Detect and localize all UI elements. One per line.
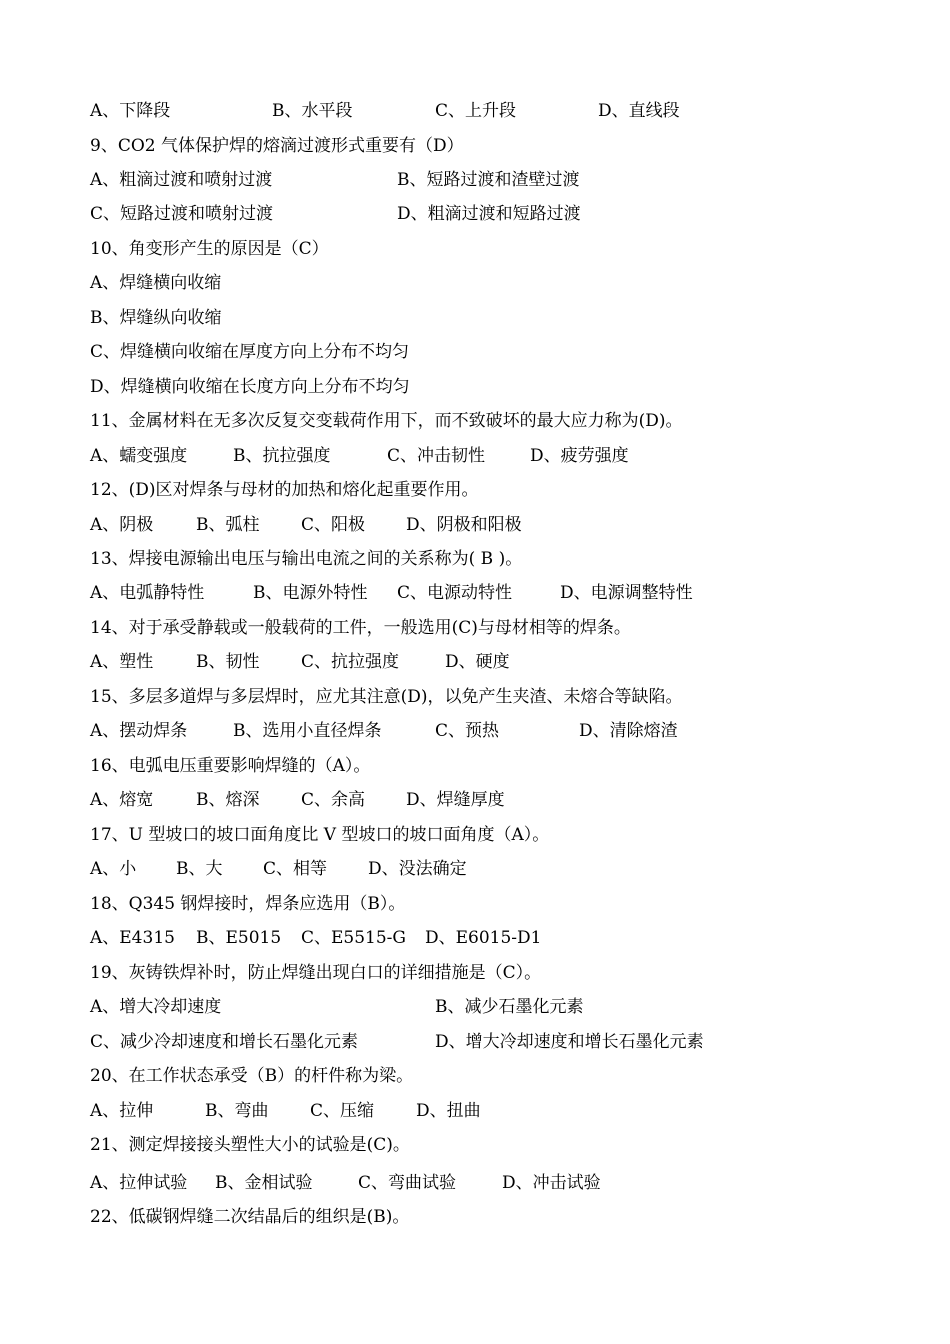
option-text: D、没法确定 [368, 859, 467, 879]
question-text: A、焊缝横向收缩 [90, 273, 222, 293]
option-text: D、清除熔渣 [579, 721, 678, 741]
option-text: D、冲击试验 [502, 1173, 601, 1193]
option-text: A、摆动焊条 [90, 721, 188, 741]
option-text: D、硬度 [445, 652, 510, 672]
option-text: C、相等 [263, 859, 328, 879]
question-text: 16、电弧电压重要影响焊缝的（A）。 [90, 756, 371, 776]
option-text: B、减少石墨化元素 [435, 997, 584, 1017]
option-text: A、塑性 [90, 652, 154, 672]
option-text: A、增大冷却速度 [90, 997, 222, 1017]
option-text: B、E5015 [196, 928, 282, 948]
option-text: B、电源外特性 [253, 583, 368, 603]
option-text: B、水平段 [272, 101, 353, 121]
question-text: 19、灰铸铁焊补时，防止焊缝出现白口的详细措施是（C）。 [90, 963, 542, 983]
option-text: B、弧柱 [196, 515, 260, 535]
question-text: D、焊缝横向收缩在长度方向上分布不均匀 [90, 377, 410, 397]
option-text: B、大 [176, 859, 223, 879]
option-text: D、粗滴过渡和短路过渡 [397, 204, 581, 224]
question-text: 14、对于承受静载或一般载荷的工件，一般选用(C)与母材相等的焊条。 [90, 618, 631, 638]
option-text: A、拉伸试验 [90, 1173, 188, 1193]
question-text: 20、在工作状态承受（B）的杆件称为梁。 [90, 1066, 414, 1086]
option-text: A、蠕变强度 [90, 446, 188, 466]
option-text: C、冲击韧性 [387, 446, 486, 466]
option-text: B、金相试验 [215, 1173, 313, 1193]
option-text: C、E5515-G [301, 928, 407, 948]
option-text: A、拉伸 [90, 1101, 154, 1121]
option-text: D、直线段 [598, 101, 680, 121]
option-text: B、熔深 [196, 790, 260, 810]
option-text: C、上升段 [435, 101, 517, 121]
option-text: A、熔宽 [90, 790, 154, 810]
option-text: B、抗拉强度 [233, 446, 331, 466]
question-text: 15、多层多道焊与多层焊时，应尤其注意(D)，以免产生夹渣、未熔合等缺陷。 [90, 687, 683, 707]
question-text: 9、CO2 气体保护焊的熔滴过渡形式重要有（D） [90, 136, 464, 156]
option-text: C、压缩 [310, 1101, 375, 1121]
option-text: A、E4315 [90, 928, 175, 948]
question-text: B、焊缝纵向收缩 [90, 308, 222, 328]
option-text: D、增大冷却速度和增长石墨化元素 [435, 1032, 704, 1052]
option-text: A、小 [90, 859, 137, 879]
option-text: A、电弧静特性 [90, 583, 205, 603]
option-text: C、预热 [435, 721, 500, 741]
option-text: A、阴极 [90, 515, 154, 535]
option-text: C、电源动特性 [397, 583, 513, 603]
question-text: C、焊缝横向收缩在厚度方向上分布不均匀 [90, 342, 410, 362]
question-text: 10、角变形产生的原因是（C） [90, 239, 329, 259]
option-text: C、余高 [301, 790, 366, 810]
option-text: D、焊缝厚度 [406, 790, 505, 810]
option-text: C、抗拉强度 [301, 652, 400, 672]
option-text: B、韧性 [196, 652, 260, 672]
option-text: D、阴极和阳极 [406, 515, 522, 535]
option-text: D、扭曲 [416, 1101, 481, 1121]
question-text: 13、焊接电源输出电压与输出电流之间的关系称为( B )。 [90, 549, 523, 569]
option-text: B、弯曲 [205, 1101, 269, 1121]
option-text: C、弯曲试验 [358, 1173, 457, 1193]
question-text: 21、测定焊接接头塑性大小的试验是(C)。 [90, 1135, 410, 1155]
question-text: 11、金属材料在无多次反复交变载荷作用下，而不致破坏的最大应力称为(D)。 [90, 411, 683, 431]
option-text: A、粗滴过渡和喷射过渡 [90, 170, 273, 190]
option-text: B、选用小直径焊条 [233, 721, 382, 741]
option-text: C、减少冷却速度和增长石墨化元素 [90, 1032, 359, 1052]
option-text: D、电源调整特性 [560, 583, 693, 603]
question-text: 17、U 型坡口的坡口面角度比 V 型坡口的坡口面角度（A）。 [90, 825, 550, 845]
question-text: 22、低碳钢焊缝二次结晶后的组织是(B)。 [90, 1207, 410, 1227]
option-text: A、下降段 [90, 101, 171, 121]
option-text: C、短路过渡和喷射过渡 [90, 204, 274, 224]
option-text: C、阳极 [301, 515, 366, 535]
option-text: B、短路过渡和渣壁过渡 [397, 170, 580, 190]
option-text: D、E6015-D1 [425, 928, 542, 948]
question-text: 18、Q345 钢焊接时，焊条应选用（B）。 [90, 894, 406, 914]
option-text: D、疲劳强度 [530, 446, 629, 466]
question-text: 12、(D)区对焊条与母材的加热和熔化起重要作用。 [90, 480, 479, 500]
